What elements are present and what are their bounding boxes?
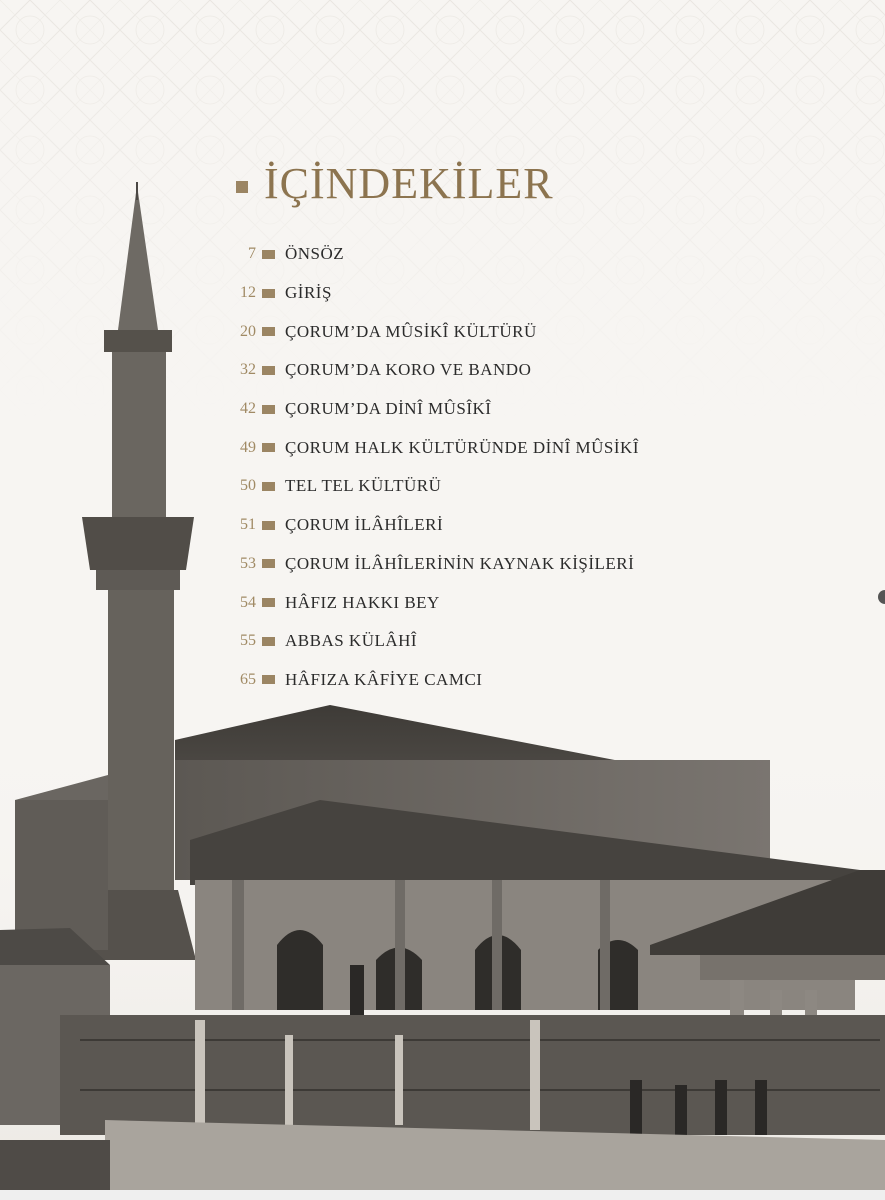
toc-title: GİRİŞ [285, 283, 332, 303]
toc-title: ÖNSÖZ [285, 244, 345, 264]
toc-page-number: 20 [240, 322, 256, 340]
toc-page-number: 12 [240, 284, 256, 302]
toc-page-number: 7 [248, 245, 256, 263]
toc-item[interactable] [226, 583, 639, 622]
square-bullet-icon [262, 366, 275, 375]
toc-title: ÇORUM İLÂHÎLERİ [285, 515, 444, 535]
toc-item[interactable] [226, 506, 639, 545]
square-bullet-icon [262, 405, 275, 414]
square-bullet-icon [262, 675, 275, 684]
toc-item[interactable] [226, 428, 639, 467]
toc-title: ÇORUM’DA MÛSİKÎ KÜLTÜRÜ [285, 321, 537, 341]
print-slug-strip [0, 1190, 885, 1200]
toc-item[interactable] [226, 390, 639, 429]
toc-page-number: 51 [240, 516, 256, 534]
heading-square-bullet [236, 181, 248, 193]
table-of-contents [226, 235, 639, 699]
square-bullet-icon [262, 482, 275, 491]
toc-page-number: 42 [240, 400, 256, 418]
toc-page-number: 54 [240, 593, 256, 611]
toc-title: TEL TEL KÜLTÜRÜ [285, 476, 442, 496]
toc-title: ÇORUM HALK KÜLTÜRÜNDE DİNÎ MÛSİKÎ [285, 437, 639, 457]
square-bullet-icon [262, 443, 275, 452]
toc-title: ÇORUM İLÂHÎLERİNİN KAYNAK KİŞİLERİ [285, 553, 635, 573]
contents-heading [236, 158, 554, 209]
toc-item[interactable] [226, 622, 639, 661]
toc-title: HÂFIZA KÂFİYE CAMCI [285, 669, 483, 689]
toc-item[interactable] [226, 661, 639, 700]
toc-item[interactable] [226, 235, 639, 274]
square-bullet-icon [262, 327, 275, 336]
toc-item[interactable] [226, 351, 639, 390]
toc-page-number: 50 [240, 477, 256, 495]
toc-page-number: 65 [240, 670, 256, 688]
square-bullet-icon [262, 598, 275, 607]
square-bullet-icon [262, 637, 275, 646]
registration-mark-icon [877, 590, 885, 604]
square-bullet-icon [262, 521, 275, 530]
toc-item[interactable] [226, 467, 639, 506]
toc-title: HÂFIZ HAKKI BEY [285, 592, 440, 612]
toc-page-number: 49 [240, 438, 256, 456]
page-title: İÇİNDEKİLER [264, 159, 554, 208]
toc-title: ÇORUM’DA DİNÎ MÛSÎKÎ [285, 399, 492, 419]
toc-item[interactable] [226, 545, 639, 584]
square-bullet-icon [262, 559, 275, 568]
toc-item[interactable] [226, 274, 639, 313]
toc-item[interactable] [226, 312, 639, 351]
toc-page-number: 53 [240, 554, 256, 572]
square-bullet-icon [262, 289, 275, 298]
square-bullet-icon [262, 250, 275, 259]
toc-page-number: 55 [240, 632, 256, 650]
toc-title: ABBAS KÜLÂHÎ [285, 631, 418, 651]
toc-title: ÇORUM’DA KORO VE BANDO [285, 360, 532, 380]
toc-page-number: 32 [240, 361, 256, 379]
